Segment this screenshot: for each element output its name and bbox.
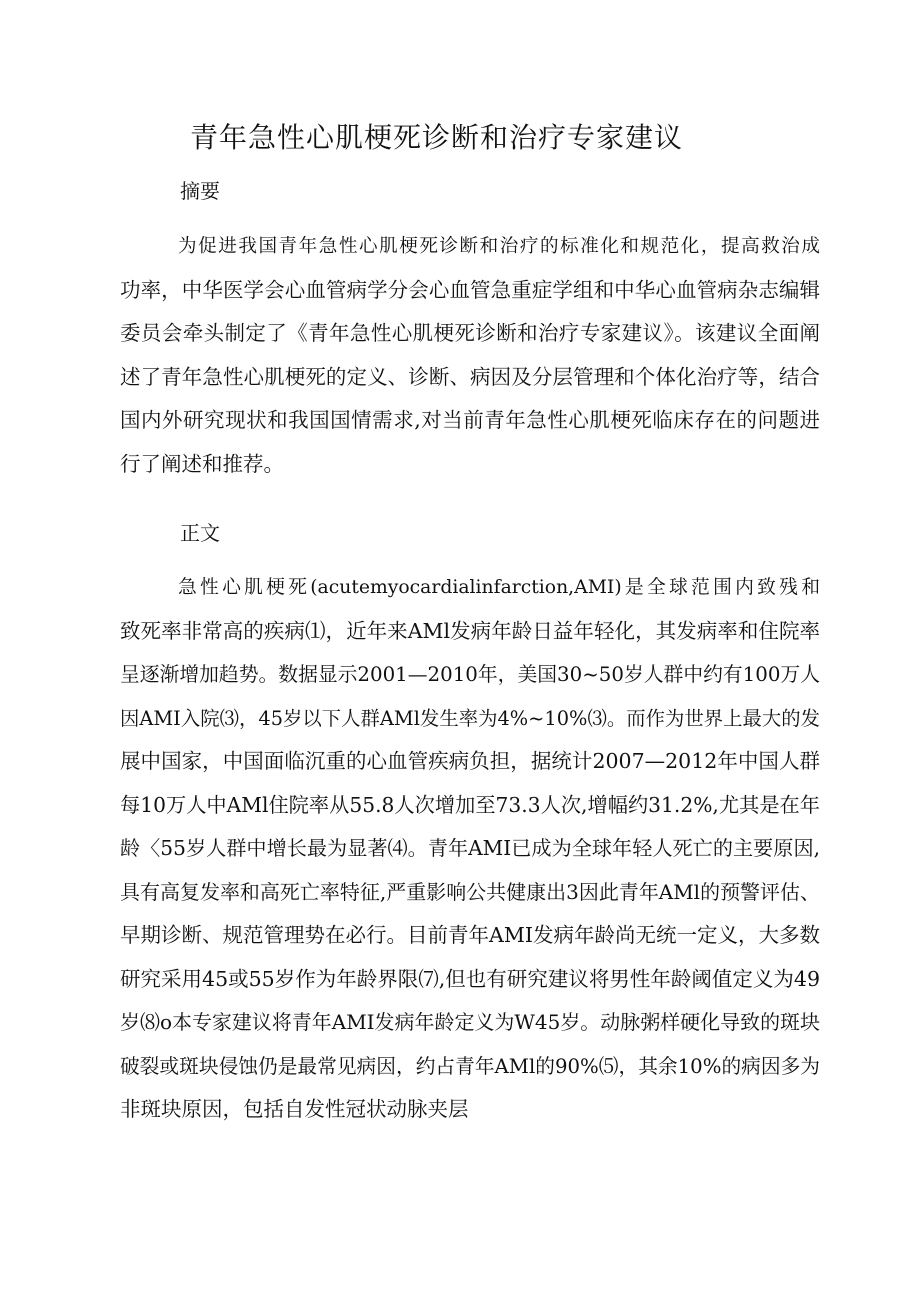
body-line: 急性心肌梗死(acutemyocardialinfarction,AMI)是全球范围内致残和 [178,577,820,598]
body-paragraph [120,566,820,1132]
body-line: 破裂或斑块侵蚀仍是最常见病因，约占青年AMl的90%⑸，其余10%的病因多为 [120,1054,820,1078]
body-heading: 正文 [180,521,220,545]
body-line: 致死率非常高的疾病⑴，近年来AMl发病年龄日益年轻化，其发病率和住院率 [120,618,820,643]
body-line: 呈逐渐增加趋势。数据显示2001—2010年，美国30~50岁人群中约有100万人 [120,663,820,686]
body-line: 非斑块原因，包括自发性冠状动脉夹层 [120,1097,469,1121]
abstract-line: 述了青年急性心肌梗死的定义、诊断、病因及分层管理和个体化治疗等，结合 [120,364,820,389]
abstract-line: 行了阐述和推荐。 [120,451,284,476]
body-line: 因AMI入院⑶，45岁以下人群AMl发生率为4%~10%⑶。而作为世界上最大的发 [120,706,820,730]
document-title: 青年急性心肌梗死诊断和治疗专家建议 [190,121,684,154]
abstract-line: 国内外研究现状和我国国情需求,对当前青年急性心肌梗死临床存在的问题进 [120,408,820,432]
abstract-heading: 摘要 [180,179,220,203]
body-line: 龄〈55岁人群中增长最为显著⑷。青年AMI已成为全球年轻人死亡的主要原因, [120,836,820,860]
abstract-line: 功率，中华医学会心血管病学分会心血管急重症学组和中华心血管病杂志编辑 [120,277,820,302]
body-line: 展中国家，中国面临沉重的心血管疾病负担，据统计2007—2012年中国人群 [120,749,820,773]
body-line: 早期诊断、规范管理势在必行。目前青年AMI发病年龄尚无统一定义，大多数 [120,923,820,947]
body-line: 每10万人中AMl住院率从55.8人次增加至73.3人次,增幅约31.2%,尤其是在年 [120,792,820,817]
body-line: 岁⑻o本专家建议将青年AMI发病年龄定义为W45岁。动脉粥样硬化导致的斑块 [120,1010,820,1034]
abstract-paragraph [120,225,820,486]
body-line: 具有高复发率和高死亡率特征,严重影响公共健康出3因此青年AMl的预警评估、 [120,879,820,904]
abstract-line: 为促进我国青年急性心肌梗死诊断和治疗的标准化和规范化，提高救治成 [178,236,820,257]
abstract-line: 委员会牵头制定了《青年急性心肌梗死诊断和治疗专家建议》。该建议全面阐 [120,321,820,345]
body-line: 研究采用45或55岁作为年龄界限⑺,但也有研究建议将男性年龄阈值定义为49 [120,966,820,991]
